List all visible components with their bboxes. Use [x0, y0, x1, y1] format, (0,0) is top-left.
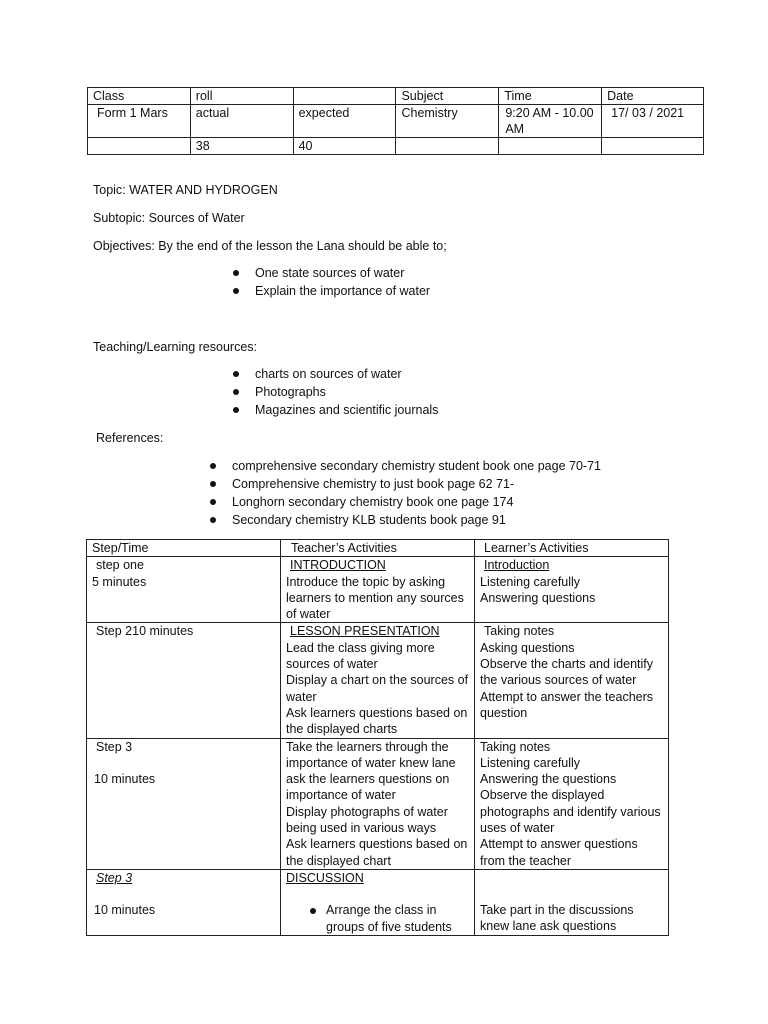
bullet-icon — [233, 407, 239, 413]
reference-item: Secondary chemistry KLB students book page 91 — [210, 511, 601, 529]
step-duration: 5 minutes — [92, 574, 147, 589]
step-label: Step 210 minutes — [96, 624, 194, 639]
teacher-cell — [281, 869, 475, 935]
references-label: References: — [96, 431, 164, 445]
learner-activity: Taking notes — [480, 739, 551, 754]
subject-value: Chemistry — [396, 105, 499, 138]
references-list — [210, 457, 601, 529]
bullet-icon — [310, 908, 316, 914]
step-cell — [87, 738, 281, 869]
learner-activity: Listening carefully — [480, 755, 581, 770]
step-duration: 10 minutes — [94, 903, 156, 918]
info-cell — [499, 138, 602, 155]
lesson-header-row — [87, 540, 669, 557]
step-cell — [87, 869, 281, 935]
step-label: Step 3 — [96, 739, 133, 754]
info-cell — [293, 88, 396, 105]
lesson-step-row — [87, 623, 669, 738]
step-cell — [87, 557, 281, 623]
roll-expected-label: expected — [293, 105, 396, 138]
teacher-activity: Display photographs of water being used in various ways — [286, 804, 448, 836]
learner-activity: Asking questions — [480, 640, 575, 655]
learner-activity: Answering questions — [480, 590, 596, 605]
info-header-row — [88, 88, 704, 105]
learner-activity: Observe the displayed photographs and identify various uses of water — [480, 788, 661, 836]
learner-activity: Attempt to answer the teachers question — [480, 689, 654, 720]
resource-item: charts on sources of water — [233, 365, 438, 383]
topic-line: Topic: WATER AND HYDROGEN — [93, 183, 278, 197]
learner-section-title: Introduction — [484, 558, 550, 573]
lesson-steps-table — [86, 539, 669, 936]
time-value: 9:20 AM - 10.00 AM — [499, 105, 602, 138]
info-cell — [602, 138, 704, 155]
info-cell — [396, 138, 499, 155]
date-value: 17/ 03 / 2021 — [602, 105, 704, 138]
roll-actual-value: 38 — [190, 138, 293, 155]
bullet-icon — [233, 389, 239, 395]
teacher-cell — [281, 623, 475, 738]
info-cell: Subject — [396, 88, 499, 105]
teacher-activity: Lead the class giving more sources of water — [286, 640, 435, 672]
teacher-cell — [281, 738, 475, 869]
learner-cell — [475, 623, 669, 738]
info-count-row — [88, 138, 704, 155]
bullet-icon — [210, 463, 216, 469]
class-value: Form 1 Mars — [88, 105, 191, 138]
learner-activities-header: Learner’s Activities — [475, 540, 669, 557]
teacher-activity: Ask learners questions based on the displayed charts — [286, 705, 468, 737]
info-cell: Class — [88, 88, 191, 105]
bullet-icon — [210, 481, 216, 487]
learner-activity: Listening carefully — [480, 574, 581, 589]
roll-actual-label: actual — [190, 105, 293, 138]
info-cell: Date — [602, 88, 704, 105]
step-duration: 10 minutes — [94, 771, 156, 786]
objective-item: One state sources of water — [233, 264, 430, 282]
teacher-activity: Take the learners through the importance of water knew lane ask the learners questions on importance of water — [286, 739, 456, 803]
info-cell: Time — [499, 88, 602, 105]
learner-activity: Take part in the discussions knew lane ask questions — [480, 902, 634, 934]
reference-item: Longhorn secondary chemistry book one page 174 — [210, 493, 601, 511]
bullet-icon — [210, 499, 216, 505]
learner-cell — [475, 738, 669, 869]
objective-item: Explain the importance of water — [233, 282, 430, 300]
step-time-header: Step/Time — [87, 540, 281, 557]
teacher-section-title: LESSON PRESENTATION — [290, 624, 440, 639]
reference-item: comprehensive secondary chemistry student book one page 70-71 — [210, 457, 601, 475]
objectives-list — [233, 264, 430, 300]
learner-activity: Attempt to answer questions from the teacher — [480, 837, 638, 868]
lesson-step-row — [87, 869, 669, 935]
learner-cell — [475, 869, 669, 935]
bullet-icon — [210, 517, 216, 523]
step-label: Step 3 — [96, 870, 133, 885]
resources-label: Teaching/Learning resources: — [93, 340, 257, 354]
learner-activity: Answering the questions — [480, 772, 617, 787]
info-value-row — [88, 105, 704, 138]
teacher-activities-header: Teacher’s Activities — [281, 540, 475, 557]
teacher-activity: Arrange the class in groups of five students — [286, 902, 469, 935]
bullet-icon — [233, 288, 239, 294]
teacher-section-title: INTRODUCTION — [290, 558, 386, 573]
learner-cell — [475, 557, 669, 623]
learner-activity: Observe the charts and identify the various sources of water — [480, 657, 654, 688]
lesson-info-table — [87, 87, 704, 155]
teacher-activity: Display a chart on the sources of water — [286, 673, 469, 704]
teacher-section-title: DISCUSSION — [286, 870, 364, 885]
roll-expected-value: 40 — [293, 138, 396, 155]
reference-item: Comprehensive chemistry to just book page 62 71- — [210, 475, 601, 493]
info-cell — [88, 138, 191, 155]
objectives-intro: Objectives: By the end of the lesson the Lana should be able to; — [93, 239, 447, 253]
info-cell: roll — [190, 88, 293, 105]
lesson-step-row — [87, 738, 669, 869]
step-cell — [87, 623, 281, 738]
teacher-activity: Introduce the topic by asking learners to mention any sources of water — [286, 574, 464, 622]
resource-item: Magazines and scientific journals — [233, 401, 438, 419]
teacher-cell — [281, 557, 475, 623]
subtopic-line: Subtopic: Sources of Water — [93, 211, 245, 225]
resources-list — [233, 365, 438, 419]
step-label: step one — [96, 558, 144, 573]
learner-activity: Taking notes — [484, 624, 555, 639]
lesson-step-row — [87, 557, 669, 623]
resource-item: Photographs — [233, 383, 438, 401]
teacher-activity: Ask learners questions based on the displayed chart — [286, 837, 468, 868]
bullet-icon — [233, 371, 239, 377]
bullet-icon — [233, 270, 239, 276]
